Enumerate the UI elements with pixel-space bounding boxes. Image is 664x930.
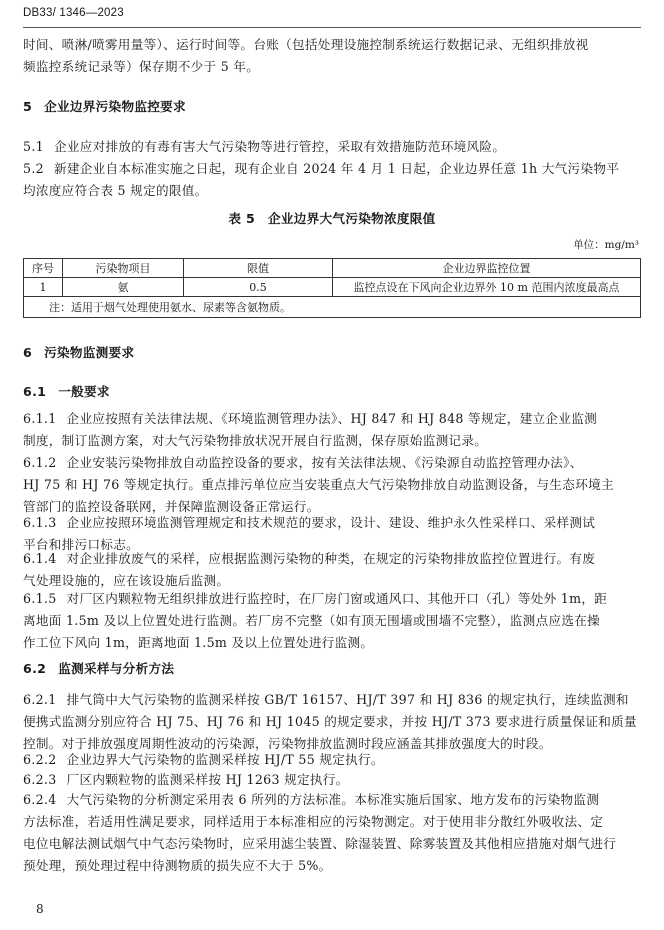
text-line: 大气污染物的分析测定采用表 6 所列的方法标准。本标准实施后国家、地方发布的污染物监测 bbox=[66, 792, 600, 807]
section-5-heading bbox=[23, 98, 186, 116]
table-unit: 单位：mg/m³ bbox=[573, 239, 639, 251]
clause-6-1-1 bbox=[23, 408, 641, 452]
clause-6-1-5 bbox=[23, 588, 641, 654]
section-6-heading bbox=[23, 344, 134, 362]
clause-label: 6.1.5 bbox=[23, 591, 57, 606]
header-cell: 限值 bbox=[184, 259, 333, 278]
section-number: 6.1 bbox=[23, 384, 47, 399]
clause-6-2-4 bbox=[23, 789, 641, 877]
section-title: 一般要求 bbox=[58, 384, 110, 399]
section-title: 污染物监测要求 bbox=[44, 345, 135, 360]
clause-text: 厂区内颗粒物的监测采样按 HJ 1263 规定执行。 bbox=[66, 772, 349, 787]
table-row bbox=[24, 278, 641, 297]
text-line: 作工位下风向 1m，距离地面 1.5m 及以上位置处进行监测。 bbox=[23, 635, 374, 650]
clause-6-2-3 bbox=[23, 769, 641, 791]
clause-6-1-4 bbox=[23, 548, 641, 592]
text-line: 电位电解法测试烟气中气态污染物时，应采用滤尘装置、除湿装置、除雾装置及其他相应措施对烟气进行 bbox=[23, 836, 617, 851]
header-cell: 污染物项目 bbox=[63, 259, 184, 278]
section-6-2-heading bbox=[23, 660, 174, 678]
page-number: 8 bbox=[36, 902, 44, 916]
text-line: 管部门的监控设备联网，并保障监测设备正常运行。 bbox=[23, 499, 320, 514]
clause-text: 企业应对排放的有毒有害大气污染物等进行管控，采取有效措施防范环境风险。 bbox=[53, 139, 506, 154]
clause-label: 6.2.1 bbox=[23, 692, 57, 707]
header-divider bbox=[23, 27, 641, 28]
header-cell: 序号 bbox=[24, 259, 63, 278]
clause-6-2-1 bbox=[23, 689, 641, 755]
clause-label: 6.1.3 bbox=[23, 515, 57, 530]
clause-label: 6.2.3 bbox=[23, 772, 57, 787]
section-6-1-heading bbox=[23, 383, 110, 401]
text-line: 时间、喷淋/喷雾用量等）、运行时间等。台账（包括处理设施控制系统运行数据记录、无组织排放视 bbox=[23, 37, 589, 52]
section-number: 6.2 bbox=[23, 661, 47, 676]
table-cell: 0.5 bbox=[184, 278, 333, 297]
section-number: 6 bbox=[23, 345, 33, 360]
text-line: 频监控系统记录等）保存期不少于 5 年。 bbox=[23, 59, 260, 74]
section-title: 企业边界污染物监控要求 bbox=[44, 99, 186, 114]
text-line: 气处理设施的，应在该设施后监测。 bbox=[23, 573, 230, 588]
clause-label: 5.2 bbox=[23, 161, 44, 176]
text-line: 排气筒中大气污染物的监测采样按 GB/T 16157、HJ/T 397 和 HJ 836 的规定执行，连续监测和 bbox=[66, 692, 629, 707]
clause-label: 6.1.4 bbox=[23, 551, 57, 566]
intro-paragraph bbox=[23, 34, 641, 78]
table-cell: 1 bbox=[24, 278, 63, 297]
text-line: 新建企业自本标准实施之日起，现有企业自 2024 年 4 月 1 日起，企业边界任意 1h 大气污染物平 bbox=[53, 161, 620, 176]
clause-label: 6.1.2 bbox=[23, 455, 57, 470]
document-code: DB33/ 1346—2023 bbox=[23, 7, 124, 19]
clause-label: 6.1.1 bbox=[23, 411, 57, 426]
text-line: 企业安装污染物排放自动监控设备的要求，按有关法律法规、《污染源自动监控管理办法》、 bbox=[66, 455, 583, 470]
text-line: 控制。对于排放强度周期性波动的污染源，污染物排放监测时段应涵盖其排放强度大的时段。 bbox=[23, 736, 552, 751]
table-note: 注：适用于烟气处理使用氨水、尿素等含氨物质。 bbox=[24, 297, 641, 318]
text-line: 平台和排污口标志。 bbox=[23, 537, 140, 552]
section-number: 5 bbox=[23, 99, 33, 114]
text-line: 企业应按照环境监测管理规定和技术规范的要求，设计、建设、维护永久性采样口、采样测试 bbox=[66, 515, 596, 530]
clause-5-1 bbox=[23, 136, 641, 158]
section-title: 监测采样与分析方法 bbox=[58, 661, 175, 676]
table-note-row bbox=[24, 297, 641, 318]
text-line: 对企业排放废气的采样，应根据监测污染物的种类，在规定的污染物排放监控位置进行。有废 bbox=[66, 551, 596, 566]
clause-5-2 bbox=[23, 158, 641, 202]
clause-6-2-2 bbox=[23, 749, 641, 771]
clause-6-1-2 bbox=[23, 452, 641, 518]
table-cell: 氨 bbox=[63, 278, 184, 297]
text-line: 便携式监测分别应符合 HJ 75、HJ 76 和 HJ 1045 的规定要求，并按 HJ/T 373 要求进行质量保证和质量 bbox=[23, 714, 637, 729]
text-line: HJ 75 和 HJ 76 等规定执行。重点排污单位应当安装重点大气污染物排放自动监测设备，与生态环境主 bbox=[23, 477, 614, 492]
clause-label: 6.2.2 bbox=[23, 752, 57, 767]
table-header-row bbox=[24, 259, 641, 278]
clause-text: 企业边界大气污染物的监测采样按 HJ/T 55 规定执行。 bbox=[66, 752, 384, 767]
header-cell: 企业边界监控位置 bbox=[333, 259, 641, 278]
clause-label: 5.1 bbox=[23, 139, 44, 154]
table-5-title: 表 5 企业边界大气污染物浓度限值 bbox=[228, 211, 436, 226]
text-line: 方法标准，若适用性满足要求，同样适用于本标准相应的污染物测定。对于使用非分散红外吸收法、定 bbox=[23, 814, 604, 829]
table-cell: 监控点设在下风向企业边界外 10 m 范围内浓度最高点 bbox=[333, 278, 641, 297]
clause-label: 6.2.4 bbox=[23, 792, 57, 807]
text-line: 离地面 1.5m 及以上位置处进行监测。若厂房不完整（如有顶无围墙或围墙不完整），监测点应选在操 bbox=[23, 613, 601, 628]
limits-table bbox=[23, 258, 641, 318]
text-line: 对厂区内颗粒物无组织排放进行监控时，在厂房门窗或通风口、其他开口（孔）等处外 1m，距 bbox=[66, 591, 608, 606]
text-line: 均浓度应符合表 5 规定的限值。 bbox=[23, 183, 208, 198]
text-line: 企业应按照有关法律法规、《环境监测管理办法》、HJ 847 和 HJ 848 等规定，建立企业监测 bbox=[66, 411, 597, 426]
text-line: 制度，制订监测方案，对大气污染物排放状况开展自行监测，保存原始监测记录。 bbox=[23, 433, 488, 448]
text-line: 预处理，预处理过程中待测物质的损失应不大于 5%。 bbox=[23, 858, 332, 873]
